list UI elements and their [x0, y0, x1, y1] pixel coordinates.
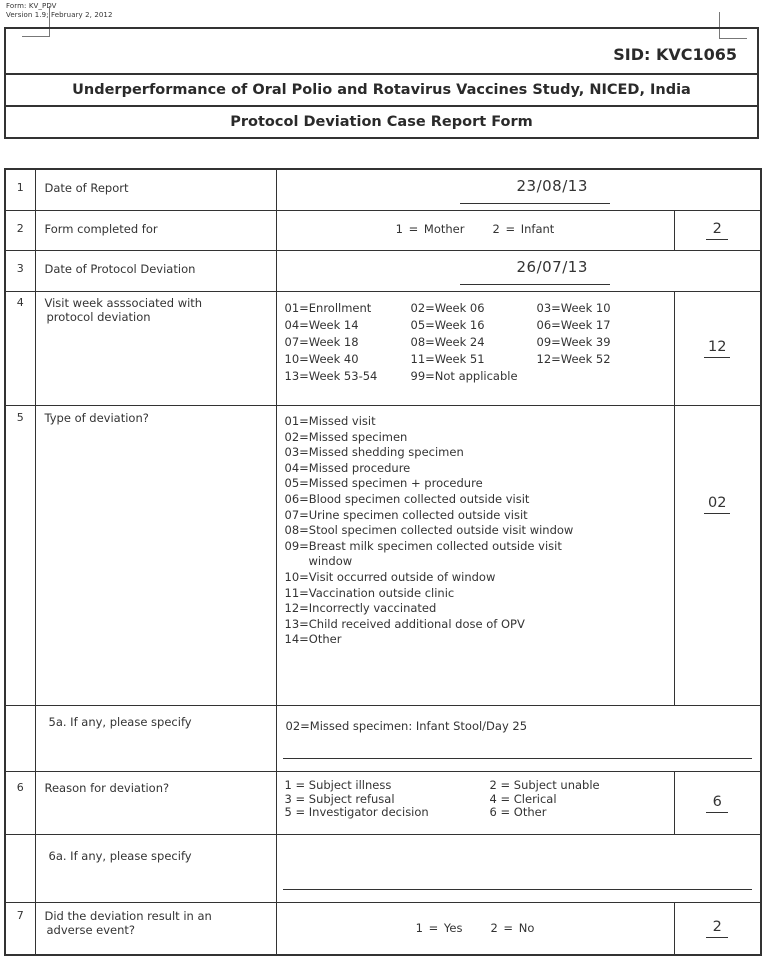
question-number: 1	[5, 169, 35, 211]
option: 05=Missed specimen + procedure	[284, 476, 483, 491]
option: 3 = Subject refusal	[284, 791, 395, 806]
question-label: Date of Report	[35, 169, 276, 211]
question-row-7	[5, 903, 761, 955]
option: 02=Week 06	[410, 301, 485, 315]
option: 6 = Other	[489, 805, 547, 819]
question-row-2	[5, 211, 761, 251]
option: 11=Week 51	[410, 352, 485, 366]
option: 01=Enrollment	[284, 301, 372, 315]
option: 5 = Investigator decision	[284, 805, 429, 819]
form-id: Form: KV_PDV	[6, 2, 57, 10]
option-mother: 1 = Mother	[395, 222, 465, 236]
option-yes: 1 = Yes	[415, 921, 463, 935]
question-number: 2	[5, 211, 35, 251]
form-title: Protocol Deviation Case Report Form	[230, 114, 533, 130]
subject-id: SID: KVC1065	[6, 29, 757, 75]
question-label: Reason for deviation?	[35, 772, 276, 835]
option: 12=Incorrectly vaccinated	[284, 601, 437, 616]
option: 03=Missed shedding specimen	[284, 445, 464, 460]
option: 09=Week 39	[536, 335, 611, 349]
form-header	[4, 27, 759, 139]
question-row-6	[5, 772, 761, 835]
visit-week-options	[276, 292, 674, 406]
question-row-3	[5, 251, 761, 292]
question-row-5a	[5, 706, 761, 772]
specify-value: 02=Missed specimen: Infant Stool/Day 25	[285, 719, 528, 733]
specify-underline	[283, 758, 753, 759]
option: 04=Week 14	[284, 318, 359, 332]
option: 08=Week 24	[410, 335, 485, 349]
question-label: Date of Protocol Deviation	[35, 251, 276, 292]
deviation-reason-answer[interactable]	[674, 772, 761, 835]
answer-value: 6	[706, 794, 728, 813]
form-completed-for-answer[interactable]	[674, 211, 761, 251]
question-row-1	[5, 169, 761, 211]
question-row-5	[5, 406, 761, 706]
option: 09=Breast milk specimen collected outside visit	[284, 538, 562, 553]
date-underline	[460, 284, 610, 285]
question-number-empty	[5, 835, 35, 903]
answer-value: 12	[704, 339, 730, 358]
adverse-event-options	[276, 903, 674, 955]
form-completed-for-options	[276, 211, 674, 251]
date-underline	[460, 203, 610, 204]
option: 2 = Subject unable	[489, 778, 600, 792]
option: 13=Child received additional dose of OPV	[284, 616, 525, 631]
option: 07=Week 18	[284, 335, 359, 349]
option: 05=Week 16	[410, 318, 485, 332]
option-continuation: window	[308, 554, 353, 569]
question-label: Visit week asssociated with protocol deviation	[35, 292, 276, 406]
answer-value: 02	[704, 495, 730, 514]
option: 13=Week 53-54	[284, 369, 378, 383]
option: 06=Blood specimen collected outside visit	[284, 491, 530, 506]
option: 10=Week 40	[284, 352, 359, 366]
specify-underline	[283, 889, 753, 890]
question-number: 5	[5, 406, 35, 706]
option: 1 = Subject illness	[284, 778, 392, 792]
question-number: 7	[5, 903, 35, 955]
question-number: 4	[5, 292, 35, 406]
question-label: 5a. If any, please specify	[35, 706, 276, 772]
question-number-empty	[5, 706, 35, 772]
question-label: Type of deviation?	[35, 406, 276, 706]
question-label: Form completed for	[35, 211, 276, 251]
question-row-4	[5, 292, 761, 406]
date-of-report-field[interactable]	[276, 169, 761, 211]
study-title: Underperformance of Oral Polio and Rotavirus Vaccines Study, NICED, India	[6, 75, 757, 107]
option: 07=Urine specimen collected outside visit	[284, 507, 528, 522]
reason-specify-field[interactable]	[276, 835, 761, 903]
question-label: Did the deviation result in an adverse event?	[35, 903, 276, 955]
deviation-type-answer[interactable]	[674, 406, 761, 706]
option: 11=Vaccination outside clinic	[284, 585, 455, 600]
question-row-6a	[5, 835, 761, 903]
option: 99=Not applicable	[410, 369, 518, 383]
adverse-event-answer[interactable]	[674, 903, 761, 955]
case-report-table	[4, 168, 762, 956]
option: 06=Week 17	[536, 318, 611, 332]
option: 12=Week 52	[536, 352, 611, 366]
question-label: 6a. If any, please specify	[35, 835, 276, 903]
date-of-deviation-field[interactable]	[276, 251, 761, 292]
option-infant: 2 = Infant	[492, 222, 555, 236]
option: 10=Visit occurred outside of window	[284, 569, 496, 584]
option: 02=Missed specimen	[284, 429, 408, 444]
option: 4 = Clerical	[489, 791, 557, 806]
question-number: 3	[5, 251, 35, 292]
form-version: Version 1.9; February 2, 2012	[6, 11, 113, 19]
option-no: 2 = No	[490, 921, 535, 935]
date-of-deviation-value: 26/07/13	[516, 258, 588, 276]
option: 01=Missed visit	[284, 414, 376, 428]
option: 03=Week 10	[536, 301, 611, 315]
date-of-report-value: 23/08/13	[516, 177, 588, 195]
option: 04=Missed procedure	[284, 460, 411, 475]
option: 14=Other	[284, 632, 342, 647]
deviation-specify-field[interactable]	[276, 706, 761, 772]
deviation-reason-options	[276, 772, 674, 835]
deviation-type-options	[276, 406, 674, 706]
answer-value: 2	[706, 919, 728, 938]
answer-value: 2	[706, 221, 728, 240]
visit-week-answer[interactable]	[674, 292, 761, 406]
question-number: 6	[5, 772, 35, 835]
option: 08=Stool specimen collected outside visit window	[284, 523, 574, 538]
